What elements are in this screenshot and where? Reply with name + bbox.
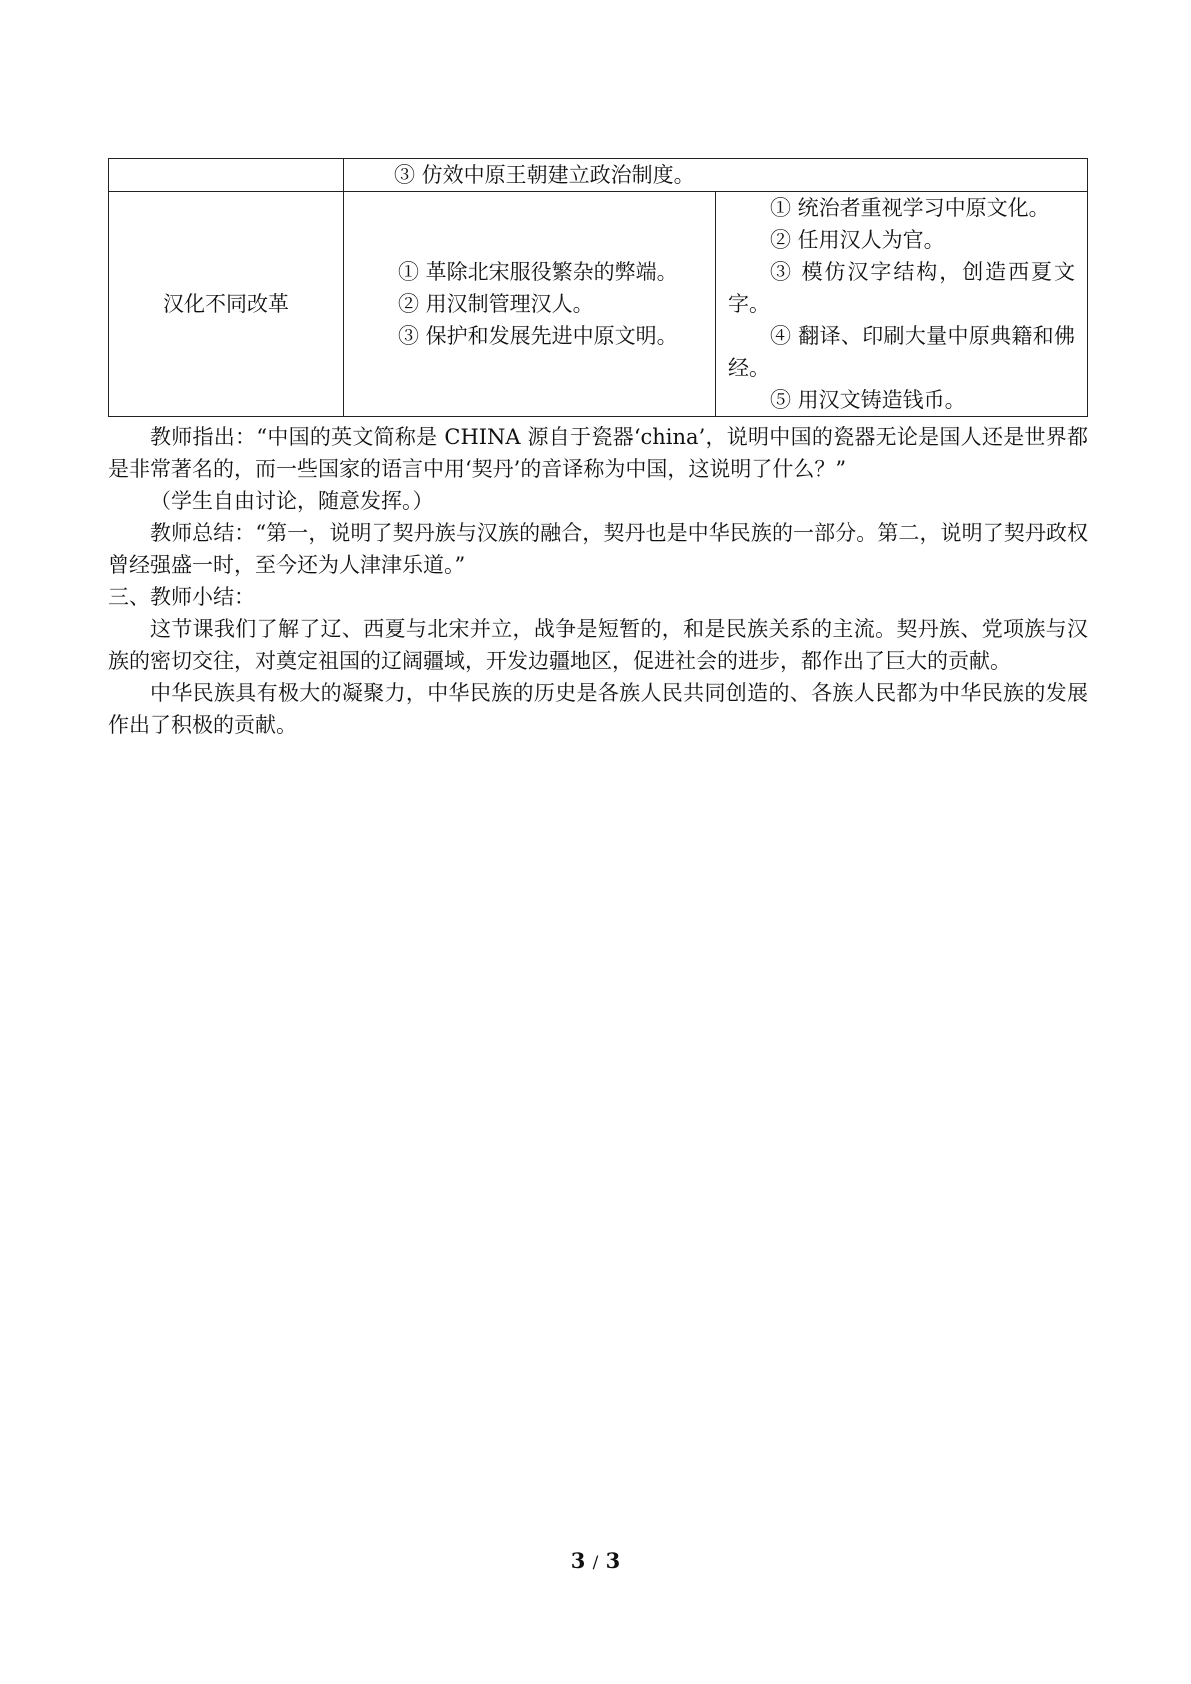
list-item: ② 用汉制管理汉人。 — [398, 292, 594, 316]
table-row — [109, 192, 1088, 417]
list-item: ③ 保护和发展先进中原文明。 — [398, 324, 678, 348]
table-row — [109, 159, 1088, 192]
body-text — [108, 421, 1088, 741]
paragraph-summary-1: 这节课我们了解了辽、西夏与北宋并立，战争是短暂的，和是民族关系的主流。契丹族、党项族与汉族的密切交往，对奠定祖国的辽阔疆域，开发边疆地区，促进社会的进步，都作出了巨大的贡献。 — [108, 617, 1088, 673]
list-item: ② 任用汉人为官。 — [770, 228, 945, 252]
page-number — [0, 1548, 1191, 1573]
paragraph-teacher-points-out: 教师指出：“中国的英文简称是 CHINA 源自于瓷器‘china’，说明中国的瓷器无论是国人还是世界都是非常著名的，而一些国家的语言中用‘契丹’的音译称为中国，这说明了什么？” — [108, 425, 1088, 481]
list-item: ③ 模仿汉字结构，创造西夏文字。 — [728, 260, 1075, 316]
list-item: ① 革除北宋服役繁杂的弊端。 — [398, 260, 678, 284]
paragraph-summary-2: 中华民族具有极大的凝聚力，中华民族的历史是各族人民共同创造的、各族人民都为中华民族的发展作出了积极的贡献。 — [108, 681, 1088, 737]
table-cell-political-system: ③ 仿效中原王朝建立政治制度。 — [344, 159, 1088, 192]
table-cell-empty — [109, 159, 344, 192]
table-cell-row-label: 汉化不同改革 — [109, 192, 344, 417]
current-page: 3 — [570, 1548, 586, 1573]
list-item: ⑤ 用汉文铸造钱币。 — [770, 388, 966, 412]
list-item: ④ 翻译、印刷大量中原典籍和佛经。 — [728, 324, 1075, 380]
document-page — [108, 158, 1088, 741]
table-cell-liao-reforms — [344, 192, 716, 417]
section-heading: 三、教师小结： — [108, 585, 255, 609]
list-item: ① 统治者重视学习中原文化。 — [770, 196, 1050, 220]
page-separator: / — [592, 1553, 599, 1573]
table-cell-xixia-reforms — [716, 192, 1088, 417]
paragraph-student-discussion: （学生自由讨论，随意发挥。） — [150, 489, 434, 513]
paragraph-teacher-summary: 教师总结：“第一，说明了契丹族与汉族的融合，契丹也是中华民族的一部分。第二，说明了契丹政权曾经强盛一时，至今还为人津津乐道。” — [108, 521, 1088, 577]
comparison-table — [108, 158, 1088, 417]
total-pages: 3 — [605, 1548, 621, 1573]
